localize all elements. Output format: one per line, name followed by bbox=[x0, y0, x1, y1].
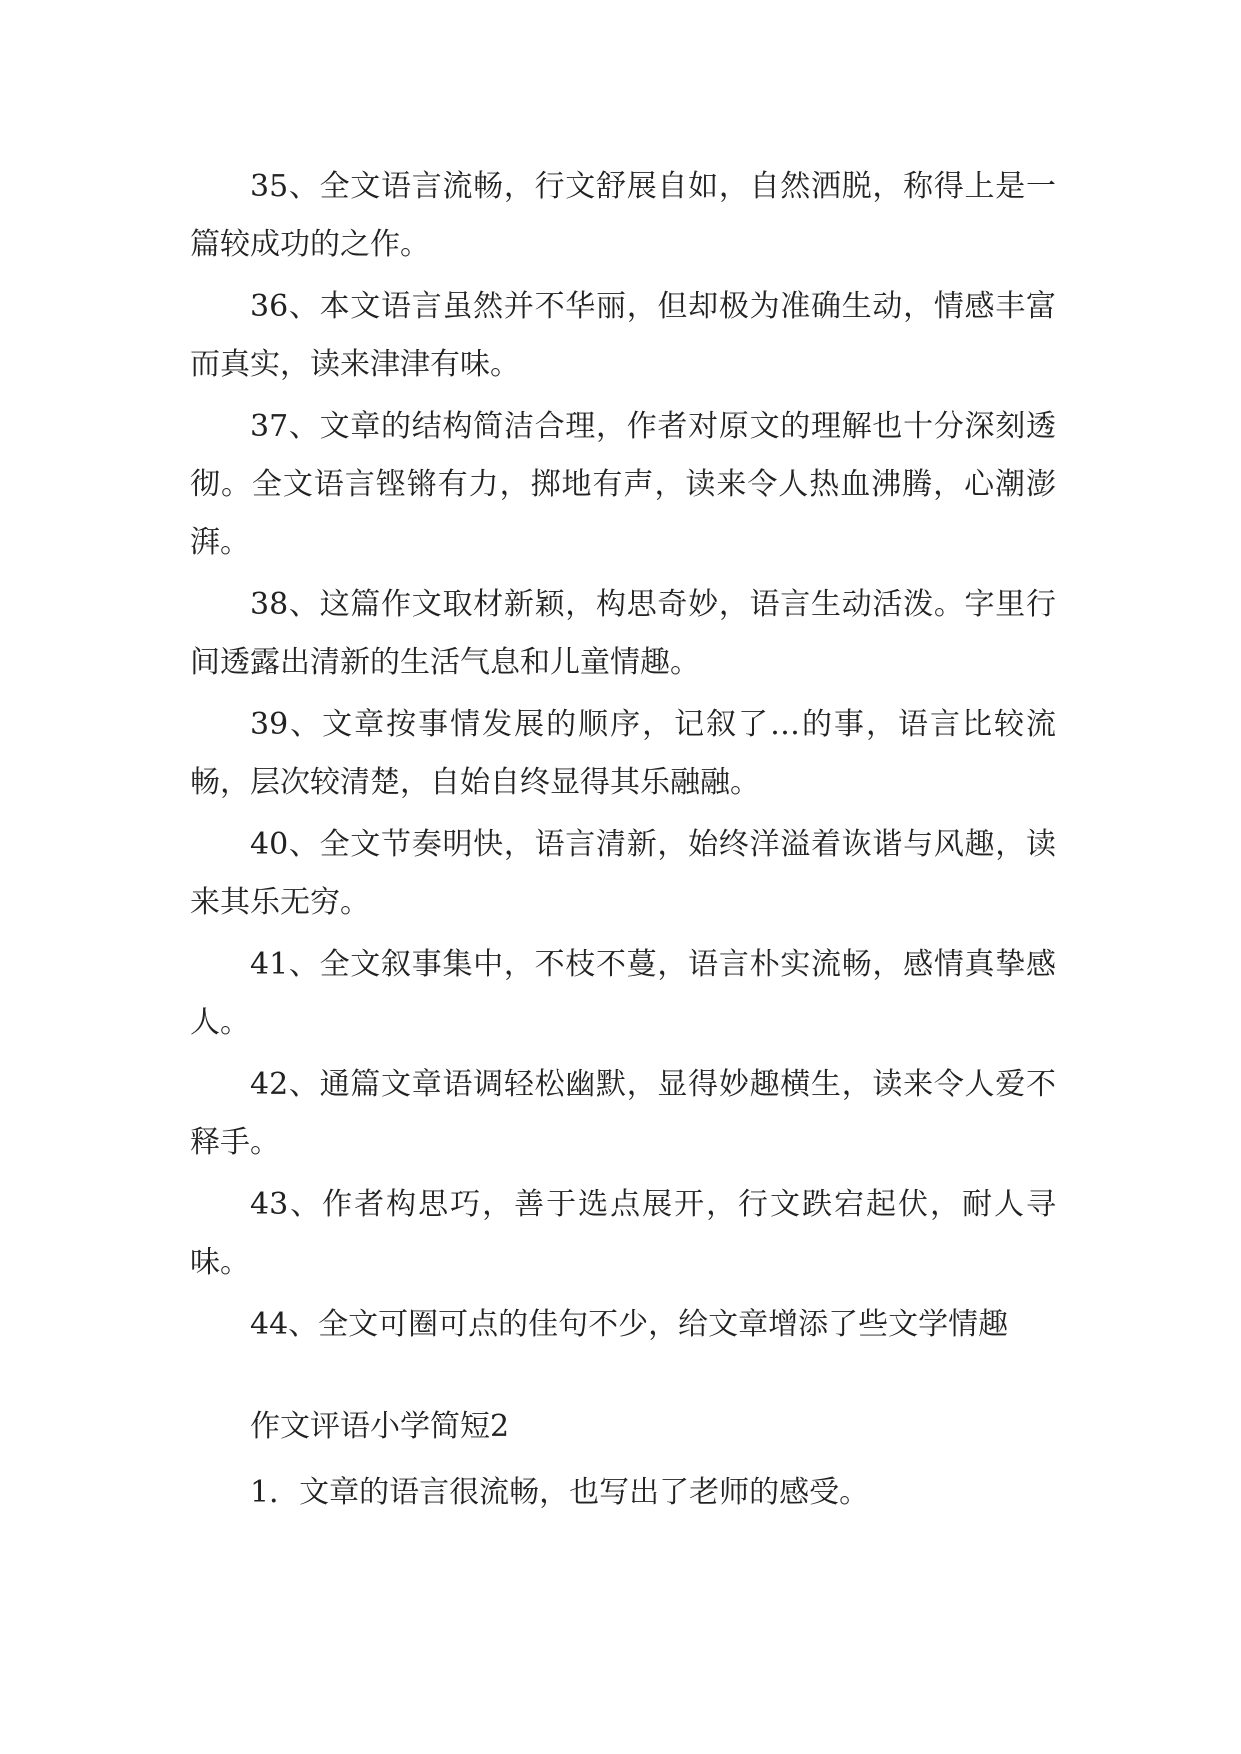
comment-paragraph-43: 43、作者构思巧，善于选点展开，行文跌宕起伏，耐人寻味。 bbox=[190, 1187, 1056, 1280]
comment-paragraph-35: 35、全文语言流畅，行文舒展自如，自然洒脱，称得上是一篇较成功的之作。 bbox=[190, 169, 1056, 262]
comment-paragraph-39: 39、文章按事情发展的顺序，记叙了…的事，语言比较流畅，层次较清楚，自始自终显得其乐融融。 bbox=[190, 707, 1056, 800]
section-spacer bbox=[190, 1358, 1056, 1398]
comment-paragraph-42: 42、通篇文章语调轻松幽默，显得妙趣横生，读来令人爱不释手。 bbox=[190, 1067, 1056, 1160]
comment-paragraph-37: 37、文章的结构简洁合理，作者对原文的理解也十分深刻透彻。全文语言铿锵有力，掷地有声，读来令人热血沸腾，心潮澎湃。 bbox=[190, 409, 1056, 560]
comment-paragraph-41: 41、全文叙事集中，不枝不蔓，语言朴实流畅，感情真挚感人。 bbox=[190, 947, 1056, 1040]
comment-paragraph-44: 44、全文可圈可点的佳句不少，给文章增添了些文学情趣 bbox=[250, 1307, 1009, 1342]
comment-paragraph-36: 36、本文语言虽然并不华丽，但却极为准确生动，情感丰富而真实，读来津津有味。 bbox=[190, 289, 1056, 382]
document-page bbox=[190, 158, 1056, 1522]
section-item-1: 1．文章的语言很流畅，也写出了老师的感受。 bbox=[250, 1475, 870, 1510]
section-title: 作文评语小学简短2 bbox=[250, 1409, 510, 1444]
comment-paragraph-40: 40、全文节奏明快，语言清新，始终洋溢着诙谐与风趣，读来其乐无穷。 bbox=[190, 827, 1056, 920]
comment-paragraph-38: 38、这篇作文取材新颖，构思奇妙，语言生动活泼。字里行间透露出清新的生活气息和儿童情趣。 bbox=[190, 587, 1056, 680]
